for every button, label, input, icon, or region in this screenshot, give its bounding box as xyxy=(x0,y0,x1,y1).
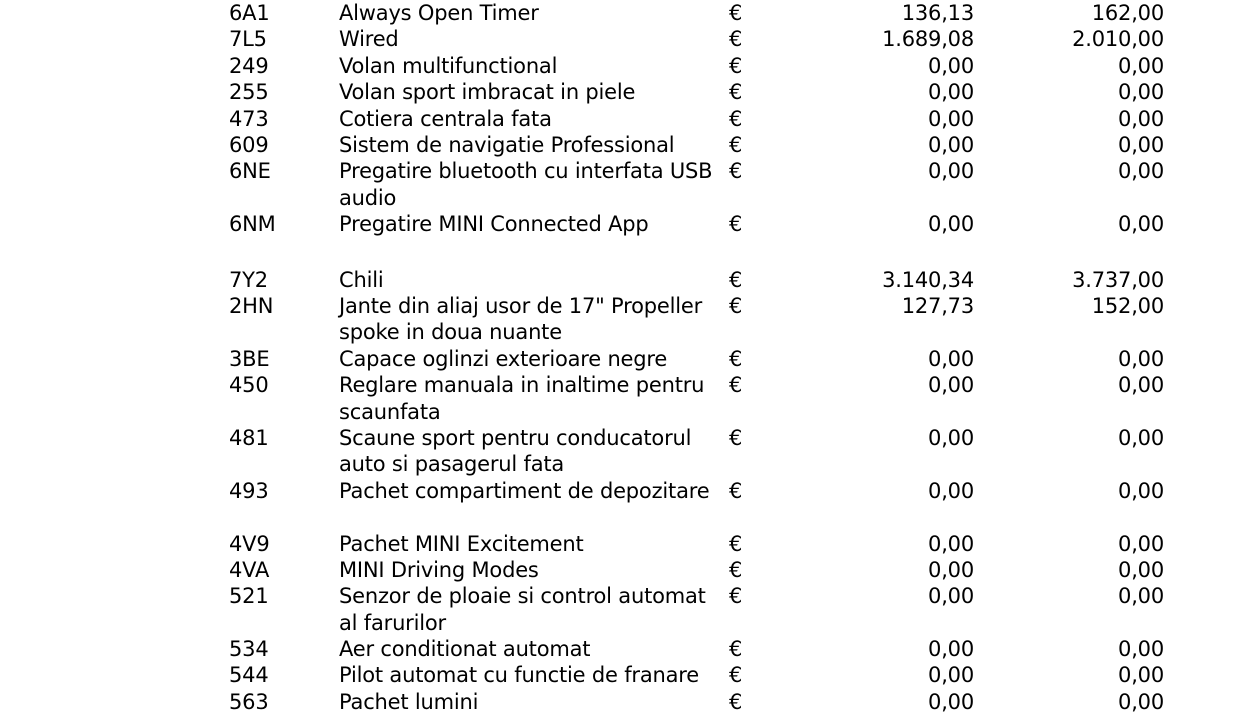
price-net: 0,00 xyxy=(928,159,974,184)
price-net: 1.689,08 xyxy=(882,27,974,52)
price-gross: 0,00 xyxy=(1118,425,1164,450)
table-row xyxy=(0,211,1239,237)
option-code: 493 xyxy=(229,478,269,503)
table-row xyxy=(0,689,1239,715)
table-row xyxy=(0,425,1239,478)
option-description: Pregatire bluetooth cu interfata USB audio xyxy=(339,159,713,210)
table-row xyxy=(0,132,1239,158)
table-row xyxy=(0,0,1239,26)
currency-symbol: € xyxy=(729,346,743,371)
currency-symbol: € xyxy=(729,106,743,131)
price-gross: 0,00 xyxy=(1118,53,1164,78)
price-net: 0,00 xyxy=(928,531,974,556)
option-description: Scaune sport pentru conducatorul auto si pasagerul fata xyxy=(339,425,692,477)
option-description: MINI Driving Modes xyxy=(339,557,539,582)
option-description: Wired xyxy=(339,27,399,52)
price-net: 0,00 xyxy=(928,346,974,371)
price-net: 0,00 xyxy=(928,212,974,237)
currency-symbol: € xyxy=(729,584,743,609)
option-description: Chili xyxy=(339,267,384,292)
price-net: 0,00 xyxy=(928,373,974,398)
price-gross: 0,00 xyxy=(1118,132,1164,157)
price-gross: 0,00 xyxy=(1118,212,1164,237)
price-net: 0,00 xyxy=(928,663,974,688)
price-gross: 0,00 xyxy=(1118,689,1164,714)
currency-symbol: € xyxy=(729,689,743,714)
table-row xyxy=(0,346,1239,372)
option-code: 6A1 xyxy=(229,1,270,25)
price-net: 0,00 xyxy=(928,478,974,503)
option-description: Capace oglinzi exterioare negre xyxy=(339,346,668,371)
price-net: 3.140,34 xyxy=(882,267,974,292)
currency-symbol: € xyxy=(729,80,743,105)
currency-symbol: € xyxy=(729,27,743,52)
price-gross: 0,00 xyxy=(1118,637,1164,662)
price-net: 0,00 xyxy=(928,689,974,714)
price-net: 0,00 xyxy=(928,132,974,157)
option-description: Sistem de navigatie Professional xyxy=(339,132,675,157)
table-row xyxy=(0,662,1239,688)
price-net: 127,73 xyxy=(901,293,974,318)
option-code: 563 xyxy=(229,689,269,714)
option-description: Pachet MINI Excitement xyxy=(339,531,584,556)
option-code: 473 xyxy=(229,106,269,131)
price-gross: 0,00 xyxy=(1118,584,1164,609)
option-code: 6NE xyxy=(229,159,271,184)
price-gross: 0,00 xyxy=(1118,159,1164,184)
currency-symbol: € xyxy=(729,132,743,157)
table-row xyxy=(0,531,1239,557)
option-code: 7Y2 xyxy=(229,267,268,292)
option-code: 255 xyxy=(229,80,269,105)
price-gross: 0,00 xyxy=(1118,346,1164,371)
option-code: 3BE xyxy=(229,346,270,371)
table-row xyxy=(0,53,1239,79)
option-code: 534 xyxy=(229,637,269,662)
table-row xyxy=(0,557,1239,583)
currency-symbol: € xyxy=(729,557,743,582)
price-gross: 0,00 xyxy=(1118,80,1164,105)
currency-symbol: € xyxy=(729,267,743,292)
option-code: 4V9 xyxy=(229,531,270,556)
option-description: Volan multifunctional xyxy=(339,53,558,78)
table-row xyxy=(0,106,1239,132)
option-code: 2HN xyxy=(229,293,274,318)
currency-symbol: € xyxy=(729,425,743,450)
price-gross: 162,00 xyxy=(1091,1,1164,25)
price-net: 0,00 xyxy=(928,557,974,582)
option-code: 6NM xyxy=(229,212,276,237)
option-code: 450 xyxy=(229,373,269,398)
option-description: Senzor de ploaie si control automat al farurilor xyxy=(339,584,706,635)
option-description: Reglare manuala in inaltime pentru scaunfata xyxy=(339,373,705,424)
option-description: Always Open Timer xyxy=(339,1,539,25)
table-row xyxy=(0,26,1239,52)
row-spacer xyxy=(0,238,1239,267)
price-gross: 0,00 xyxy=(1118,663,1164,688)
option-description: Aer conditionat automat xyxy=(339,637,591,662)
option-description: Pachet lumini xyxy=(339,689,479,714)
option-code: 609 xyxy=(229,132,269,157)
currency-symbol: € xyxy=(729,1,743,25)
price-gross: 0,00 xyxy=(1118,106,1164,131)
price-net: 136,13 xyxy=(901,1,974,25)
price-gross: 152,00 xyxy=(1091,293,1164,318)
option-code: 521 xyxy=(229,584,269,609)
price-net: 0,00 xyxy=(928,425,974,450)
price-net: 0,00 xyxy=(928,53,974,78)
table-row xyxy=(0,372,1239,425)
table-row xyxy=(0,478,1239,531)
currency-symbol: € xyxy=(729,212,743,237)
currency-symbol: € xyxy=(729,478,743,503)
price-gross: 3.737,00 xyxy=(1072,267,1164,292)
option-description: Volan sport imbracat in piele xyxy=(339,80,636,105)
currency-symbol: € xyxy=(729,159,743,184)
option-code: 481 xyxy=(229,425,269,450)
option-description: Cotiera centrala fata xyxy=(339,106,552,131)
option-description: Pregatire MINI Connected App xyxy=(339,212,649,237)
table-row xyxy=(0,79,1239,105)
currency-symbol: € xyxy=(729,663,743,688)
price-gross: 2.010,00 xyxy=(1072,27,1164,52)
currency-symbol: € xyxy=(729,637,743,662)
price-gross: 0,00 xyxy=(1118,557,1164,582)
option-code: 4VA xyxy=(229,557,270,582)
table-row xyxy=(0,293,1239,346)
table-row xyxy=(0,583,1239,636)
price-net: 0,00 xyxy=(928,106,974,131)
currency-symbol: € xyxy=(729,53,743,78)
currency-symbol: € xyxy=(729,531,743,556)
price-gross: 0,00 xyxy=(1118,531,1164,556)
table-row xyxy=(0,636,1239,662)
price-net: 0,00 xyxy=(928,80,974,105)
option-code: 544 xyxy=(229,663,269,688)
currency-symbol: € xyxy=(729,373,743,398)
table-row xyxy=(0,267,1239,293)
option-description: Pachet compartiment de depozitare xyxy=(339,478,710,503)
price-net: 0,00 xyxy=(928,637,974,662)
option-code: 249 xyxy=(229,53,269,78)
price-gross: 0,00 xyxy=(1118,373,1164,398)
currency-symbol: € xyxy=(729,293,743,318)
table-row xyxy=(0,158,1239,211)
option-description: Pilot automat cu functie de franare xyxy=(339,663,699,688)
option-description: Jante din aliaj usor de 17" Propeller spoke in doua nuante xyxy=(339,293,703,345)
price-net: 0,00 xyxy=(928,584,974,609)
price-gross: 0,00 xyxy=(1118,478,1164,503)
option-code: 7L5 xyxy=(229,27,267,52)
